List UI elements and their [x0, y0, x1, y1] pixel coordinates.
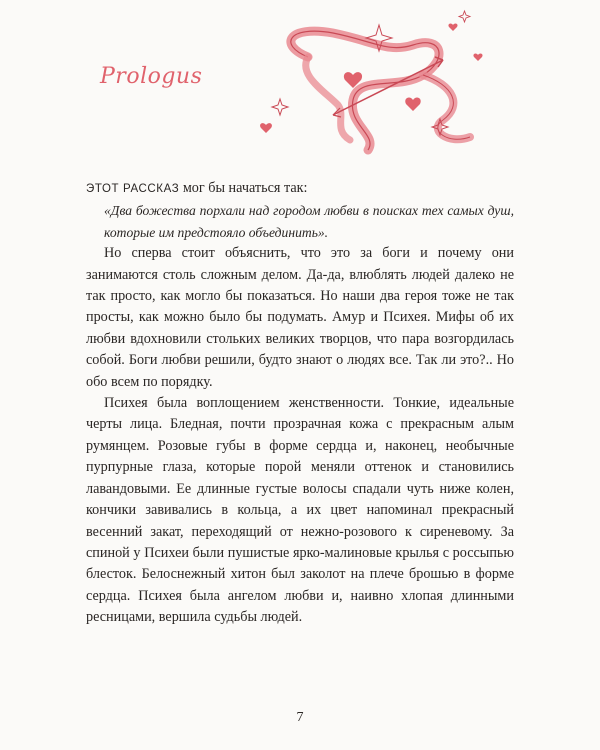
lead-rest: мог бы начаться так:: [179, 180, 308, 196]
lead-line: [86, 178, 514, 200]
italic-quote: «Два божества порхали над городом любви в поисках тех самых душ, которые им предстояло объединить».: [104, 203, 514, 240]
prologue-text: [86, 178, 514, 629]
lead-caps: ЭТОТ РАССКАЗ: [86, 183, 180, 195]
paragraph-2: Психея была воплощением женственности. Тонкие, идеальные черты лица. Бледная, почти прозрачная кожа с прекрасным алым румянцем. Розовые губы в форме сердца и, наконец, необычные пурпурные глаза, которые порой меняли оттенок и становились лавандовыми. Ее длинные густые волосы спадали чуть ниже колен, кончики завивались в кольца, а их цвет напоминал прекрасный весенний закат, переходящий от нежно-розового к сиреневому. За спиной у Психеи были пушистые ярко-малиновые крылья с россыпью блесток. Белоснежный хитон был заколот на плече брошью в форме сердца. Психея была ангелом любви и, наивно хлопая длинными ресницами, вершила судьбы людей.: [86, 395, 514, 626]
page-number: 7: [296, 710, 304, 725]
ribbon-hearts-illustration: [238, 5, 498, 165]
chapter-heading: Prologus: [100, 64, 203, 89]
paragraph-1: Но сперва стоит объяснить, что это за боги и почему они занимаются столь сложным делом. Да-да, влюблять людей далеко не так просто, как могло бы показаться. Но наши два героя тоже не так просты, как можно было бы подумать. Амур и Психея. Мифы об их любви вдохновили стольких великих творцов, что пара возгордилась собой. Боги любви решили, будто знают о людях все. Так ли это?.. Но обо всем по порядку.: [86, 245, 514, 390]
